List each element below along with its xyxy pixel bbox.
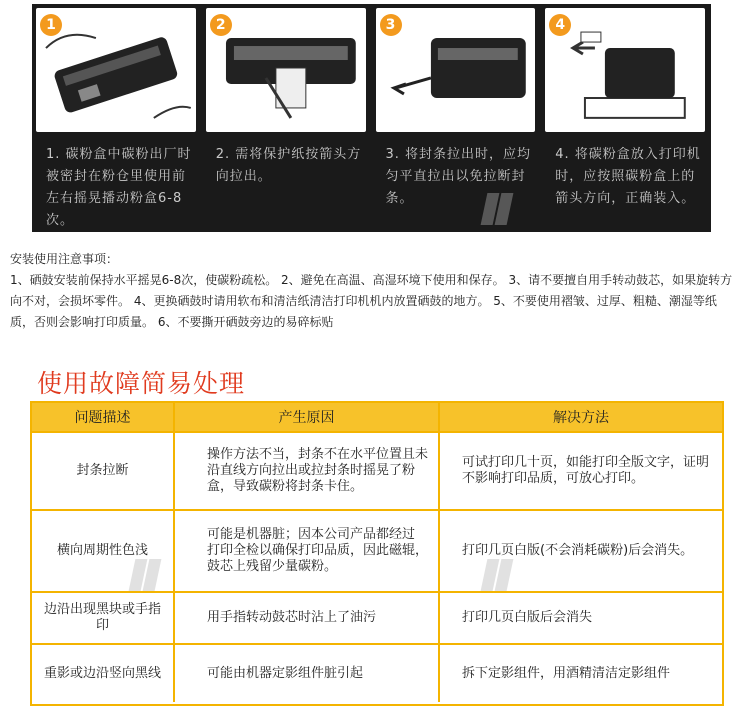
step-number-badge: 2 [210, 14, 232, 36]
step-1 [32, 4, 202, 232]
step-2-illustration [206, 8, 366, 132]
solution-cell: 打印几页白版(不会消耗碳粉)后会消失。 [462, 543, 694, 558]
header-cause: 产生原因 [175, 403, 440, 431]
problem-cell: 重影或边沿竖向黑线 [32, 645, 175, 702]
watermark-logo-icon [130, 555, 170, 595]
table-header [32, 403, 722, 433]
problem-cell: 封条拉断 [32, 433, 175, 509]
problem-cell: 边沿出现黑块或手指印 [32, 593, 175, 643]
step-number-badge: 3 [380, 14, 402, 36]
installation-notes [10, 249, 735, 333]
section-title: 使用故障简易处理 [37, 369, 246, 398]
step-3-illustration [376, 8, 536, 132]
troubleshooting-table [30, 401, 724, 706]
step-2 [202, 4, 372, 232]
step-1-illustration [36, 8, 196, 132]
step-caption: 1. 碳粉盒中碳粉出厂时被密封在粉仓里使用前左右摇晃播动粉盒6-8次。 [46, 147, 192, 228]
solution-cell: 拆下定影组件，用酒精清洁定影组件 [462, 665, 671, 681]
table-row [32, 593, 722, 645]
step-4-illustration [545, 8, 705, 132]
problem-cell: 横向周期性色浅 [32, 511, 175, 591]
step-4 [541, 4, 711, 232]
header-solution: 解决方法 [553, 410, 609, 426]
cause-cell: 可能是机器脏；因本公司产品都经过 打印全检以确保打印品质，因此磁辊，鼓芯上残留少量碳粉。 [175, 511, 440, 591]
step-caption: 3. 将封条拉出时，应均匀平直拉出以免拉断封条。 [385, 147, 532, 206]
notes-body: 1、硒鼓安装前保持水平摇晃6-8次，使碳粉疏松。 2、避免在高温、高湿环境下使用和保存。 3、请不要擅自用手转动鼓芯，如果旋转方向不对，会损坏零件。 4、更换硒鼓时请用软布和清洁纸清洁打印机机内放置硒鼓的地方。 5、不要使用褶皱、过厚、粗糙、潮湿等纸质，否则会影响打印质量。 6、不要撕开硒鼓旁边的易碎标贴 [10, 273, 733, 329]
table-row [32, 433, 722, 511]
step-number-badge: 4 [549, 14, 571, 36]
step-caption: 2. 需将保护纸按箭头方向拉出。 [215, 147, 362, 184]
step-caption: 4. 将碳粉盒放入打印机时，应按照碳粉盒上的箭头方向，正确装入。 [555, 147, 701, 206]
notes-heading: 安装使用注意事项： [10, 252, 119, 266]
instruction-strip [32, 4, 711, 232]
table-row [32, 645, 722, 702]
cause-cell: 用手指转动鼓芯时沾上了油污 [175, 593, 440, 643]
header-problem: 问题描述 [32, 403, 175, 431]
solution-cell: 可试打印几十页，如能打印全版文字，证明不影响打印品质，可放心打印。 [462, 455, 710, 486]
watermark-logo-icon [482, 189, 522, 229]
watermark-logo-icon [482, 555, 522, 595]
solution-cell: 打印几页白版后会消失 [462, 610, 593, 625]
cause-cell: 操作方法不当，封条不在水平位置且未沿直线方向拉出或拉封条时摇晃了粉盒，导致碳粉将封条卡住。 [175, 433, 440, 509]
cause-cell: 可能由机器定影组件脏引起 [175, 645, 440, 702]
step-number-badge: 1 [40, 14, 62, 36]
